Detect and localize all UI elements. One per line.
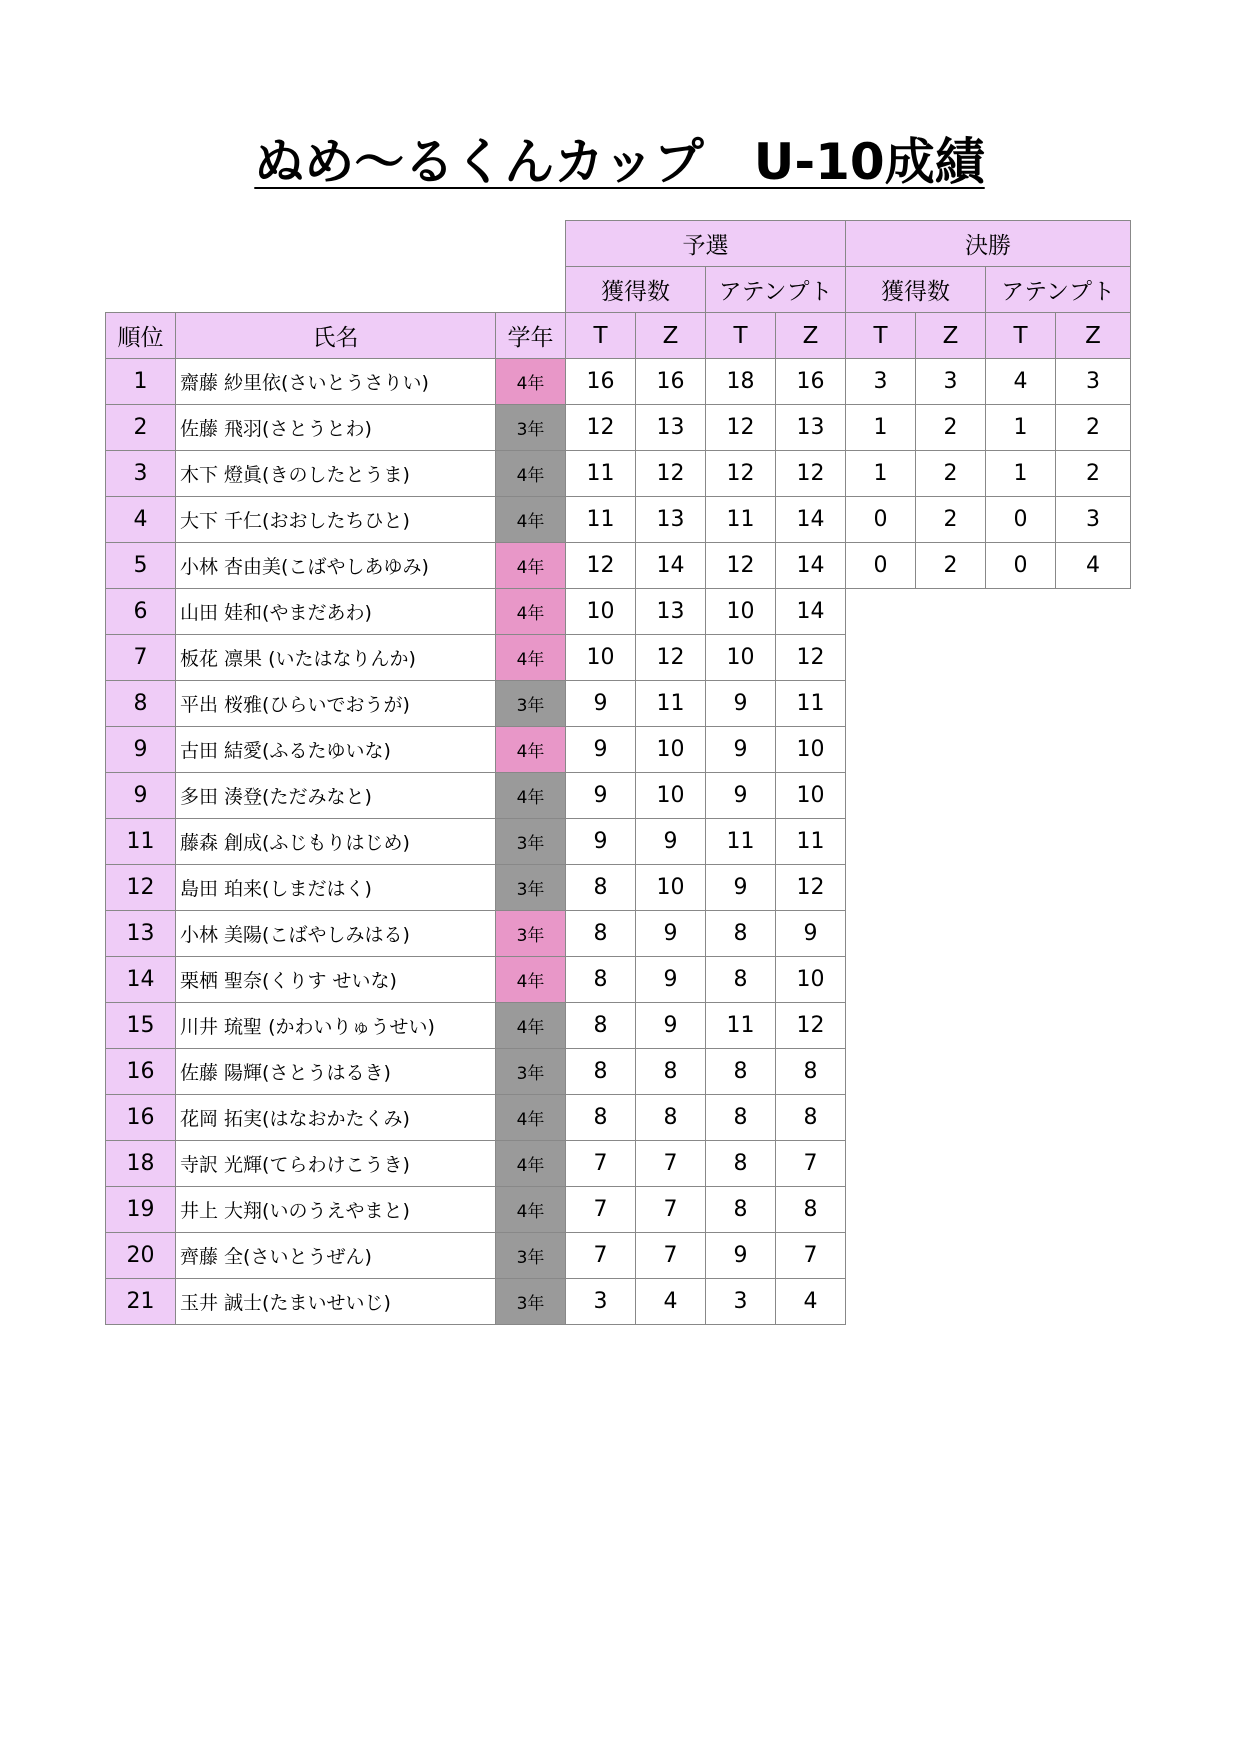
header-pre-acquired-z: Z bbox=[636, 313, 706, 359]
rank-cell: 14 bbox=[106, 957, 176, 1003]
grade-cell: 3年 bbox=[496, 681, 566, 727]
table-row bbox=[106, 405, 1131, 451]
preliminary-score-cell: 10 bbox=[566, 635, 636, 681]
final-blank bbox=[846, 911, 1131, 957]
preliminary-score-cell: 8 bbox=[706, 1187, 776, 1233]
preliminary-score-cell: 12 bbox=[776, 635, 846, 681]
preliminary-score-cell: 18 bbox=[706, 359, 776, 405]
preliminary-score-cell: 14 bbox=[776, 497, 846, 543]
table-row bbox=[106, 1095, 1131, 1141]
table-row bbox=[106, 589, 1131, 635]
final-blank bbox=[846, 1095, 1131, 1141]
final-score-cell: 0 bbox=[986, 497, 1056, 543]
preliminary-score-cell: 8 bbox=[706, 957, 776, 1003]
header-pre-attempt-z: Z bbox=[776, 313, 846, 359]
grade-cell: 4年 bbox=[496, 1095, 566, 1141]
preliminary-score-cell: 9 bbox=[776, 911, 846, 957]
grade-cell: 3年 bbox=[496, 1049, 566, 1095]
final-score-cell: 4 bbox=[1056, 543, 1131, 589]
preliminary-score-cell: 10 bbox=[706, 635, 776, 681]
table-row bbox=[106, 543, 1131, 589]
header-blank bbox=[106, 267, 566, 313]
preliminary-score-cell: 9 bbox=[566, 773, 636, 819]
preliminary-score-cell: 16 bbox=[566, 359, 636, 405]
header-preliminary: 予選 bbox=[566, 221, 846, 267]
header-pre-acquired-t: T bbox=[566, 313, 636, 359]
table-row bbox=[106, 359, 1131, 405]
table-row bbox=[106, 1233, 1131, 1279]
final-score-cell: 2 bbox=[1056, 451, 1131, 497]
preliminary-score-cell: 7 bbox=[776, 1233, 846, 1279]
preliminary-score-cell: 12 bbox=[636, 451, 706, 497]
name-cell: 平出 桜雅(ひらいでおうが) bbox=[176, 681, 496, 727]
grade-cell: 4年 bbox=[496, 543, 566, 589]
preliminary-score-cell: 9 bbox=[706, 1233, 776, 1279]
grade-cell: 4年 bbox=[496, 359, 566, 405]
preliminary-score-cell: 8 bbox=[566, 911, 636, 957]
final-score-cell: 2 bbox=[916, 543, 986, 589]
grade-cell: 3年 bbox=[496, 1279, 566, 1325]
preliminary-score-cell: 10 bbox=[776, 957, 846, 1003]
preliminary-score-cell: 12 bbox=[776, 865, 846, 911]
preliminary-score-cell: 11 bbox=[706, 497, 776, 543]
final-score-cell: 3 bbox=[1056, 359, 1131, 405]
rank-cell: 16 bbox=[106, 1095, 176, 1141]
preliminary-score-cell: 3 bbox=[706, 1279, 776, 1325]
table-row bbox=[106, 819, 1131, 865]
header-fin-acquired-z: Z bbox=[916, 313, 986, 359]
final-score-cell: 3 bbox=[1056, 497, 1131, 543]
grade-cell: 3年 bbox=[496, 405, 566, 451]
preliminary-score-cell: 7 bbox=[636, 1141, 706, 1187]
name-cell: 花岡 拓実(はなおかたくみ) bbox=[176, 1095, 496, 1141]
grade-cell: 4年 bbox=[496, 957, 566, 1003]
preliminary-score-cell: 4 bbox=[776, 1279, 846, 1325]
header-fin-attempt-z: Z bbox=[1056, 313, 1131, 359]
preliminary-score-cell: 10 bbox=[706, 589, 776, 635]
grade-cell: 4年 bbox=[496, 635, 566, 681]
preliminary-score-cell: 9 bbox=[706, 865, 776, 911]
preliminary-score-cell: 13 bbox=[636, 405, 706, 451]
header-fin-acquired: 獲得数 bbox=[846, 267, 986, 313]
preliminary-score-cell: 7 bbox=[636, 1187, 706, 1233]
header-pre-acquired: 獲得数 bbox=[566, 267, 706, 313]
preliminary-score-cell: 9 bbox=[566, 681, 636, 727]
table-row bbox=[106, 1003, 1131, 1049]
name-cell: 古田 結愛(ふるたゆいな) bbox=[176, 727, 496, 773]
preliminary-score-cell: 8 bbox=[636, 1095, 706, 1141]
name-cell: 齋藤 紗里依(さいとうさりい) bbox=[176, 359, 496, 405]
final-blank bbox=[846, 1003, 1131, 1049]
header-pre-attempt: アテンプト bbox=[706, 267, 846, 313]
preliminary-score-cell: 12 bbox=[776, 451, 846, 497]
final-score-cell: 2 bbox=[1056, 405, 1131, 451]
preliminary-score-cell: 16 bbox=[636, 359, 706, 405]
final-blank bbox=[846, 865, 1131, 911]
preliminary-score-cell: 12 bbox=[706, 405, 776, 451]
preliminary-score-cell: 12 bbox=[566, 405, 636, 451]
preliminary-score-cell: 10 bbox=[636, 773, 706, 819]
preliminary-score-cell: 14 bbox=[636, 543, 706, 589]
final-blank bbox=[846, 1187, 1131, 1233]
header-row-columns bbox=[106, 313, 1131, 359]
preliminary-score-cell: 12 bbox=[706, 451, 776, 497]
preliminary-score-cell: 8 bbox=[706, 1141, 776, 1187]
final-score-cell: 1 bbox=[846, 451, 916, 497]
rank-cell: 18 bbox=[106, 1141, 176, 1187]
preliminary-score-cell: 10 bbox=[636, 865, 706, 911]
preliminary-score-cell: 11 bbox=[566, 451, 636, 497]
final-blank bbox=[846, 957, 1131, 1003]
results-body bbox=[106, 359, 1131, 1325]
preliminary-score-cell: 11 bbox=[706, 1003, 776, 1049]
name-cell: 栗栖 聖奈(くりす せいな) bbox=[176, 957, 496, 1003]
final-score-cell: 1 bbox=[986, 451, 1056, 497]
rank-cell: 2 bbox=[106, 405, 176, 451]
preliminary-score-cell: 7 bbox=[566, 1141, 636, 1187]
final-score-cell: 2 bbox=[916, 451, 986, 497]
final-blank bbox=[846, 1141, 1131, 1187]
name-cell: 玉井 誠士(たまいせいじ) bbox=[176, 1279, 496, 1325]
grade-cell: 4年 bbox=[496, 773, 566, 819]
grade-cell: 4年 bbox=[496, 1003, 566, 1049]
final-blank bbox=[846, 1233, 1131, 1279]
final-blank bbox=[846, 1279, 1131, 1325]
grade-cell: 3年 bbox=[496, 1233, 566, 1279]
preliminary-score-cell: 12 bbox=[706, 543, 776, 589]
name-cell: 藤森 創成(ふじもりはじめ) bbox=[176, 819, 496, 865]
preliminary-score-cell: 12 bbox=[636, 635, 706, 681]
preliminary-score-cell: 8 bbox=[566, 1095, 636, 1141]
name-cell: 木下 燈眞(きのしたとうま) bbox=[176, 451, 496, 497]
final-blank bbox=[846, 773, 1131, 819]
preliminary-score-cell: 9 bbox=[566, 727, 636, 773]
name-cell: 山田 娃和(やまだあわ) bbox=[176, 589, 496, 635]
grade-cell: 4年 bbox=[496, 1141, 566, 1187]
grade-cell: 4年 bbox=[496, 497, 566, 543]
grade-cell: 4年 bbox=[496, 727, 566, 773]
preliminary-score-cell: 8 bbox=[776, 1187, 846, 1233]
header-blank bbox=[106, 221, 566, 267]
preliminary-score-cell: 13 bbox=[636, 589, 706, 635]
preliminary-score-cell: 8 bbox=[776, 1049, 846, 1095]
grade-cell: 4年 bbox=[496, 451, 566, 497]
header-fin-attempt-t: T bbox=[986, 313, 1056, 359]
final-score-cell: 1 bbox=[846, 405, 916, 451]
header-final: 決勝 bbox=[846, 221, 1131, 267]
preliminary-score-cell: 8 bbox=[566, 957, 636, 1003]
rank-cell: 20 bbox=[106, 1233, 176, 1279]
preliminary-score-cell: 10 bbox=[776, 727, 846, 773]
preliminary-score-cell: 9 bbox=[636, 911, 706, 957]
preliminary-score-cell: 11 bbox=[636, 681, 706, 727]
final-blank bbox=[846, 589, 1131, 635]
preliminary-score-cell: 13 bbox=[776, 405, 846, 451]
preliminary-score-cell: 8 bbox=[706, 1049, 776, 1095]
table-row bbox=[106, 497, 1131, 543]
name-cell: 小林 美陽(こばやしみはる) bbox=[176, 911, 496, 957]
preliminary-score-cell: 8 bbox=[706, 911, 776, 957]
header-rank: 順位 bbox=[106, 313, 176, 359]
grade-cell: 4年 bbox=[496, 589, 566, 635]
preliminary-score-cell: 8 bbox=[706, 1095, 776, 1141]
preliminary-score-cell: 7 bbox=[636, 1233, 706, 1279]
name-cell: 齊藤 全(さいとうぜん) bbox=[176, 1233, 496, 1279]
final-score-cell: 0 bbox=[846, 543, 916, 589]
table-row bbox=[106, 1141, 1131, 1187]
final-blank bbox=[846, 819, 1131, 865]
header-row-stage bbox=[106, 221, 1131, 267]
name-cell: 大下 千仁(おおしたちひと) bbox=[176, 497, 496, 543]
final-score-cell: 0 bbox=[846, 497, 916, 543]
grade-cell: 3年 bbox=[496, 865, 566, 911]
preliminary-score-cell: 9 bbox=[636, 819, 706, 865]
page-title-text: ぬめ〜るくんカップ U-10成績 bbox=[254, 133, 985, 191]
preliminary-score-cell: 7 bbox=[776, 1141, 846, 1187]
name-cell: 井上 大翔(いのうえやまと) bbox=[176, 1187, 496, 1233]
rank-cell: 3 bbox=[106, 451, 176, 497]
table-row bbox=[106, 1279, 1131, 1325]
rank-cell: 8 bbox=[106, 681, 176, 727]
preliminary-score-cell: 11 bbox=[776, 819, 846, 865]
final-score-cell: 1 bbox=[986, 405, 1056, 451]
rank-cell: 1 bbox=[106, 359, 176, 405]
results-table bbox=[105, 220, 1131, 1325]
rank-cell: 7 bbox=[106, 635, 176, 681]
preliminary-score-cell: 8 bbox=[776, 1095, 846, 1141]
preliminary-score-cell: 10 bbox=[566, 589, 636, 635]
preliminary-score-cell: 8 bbox=[566, 1003, 636, 1049]
preliminary-score-cell: 11 bbox=[776, 681, 846, 727]
preliminary-score-cell: 9 bbox=[706, 727, 776, 773]
final-score-cell: 2 bbox=[916, 405, 986, 451]
name-cell: 寺訳 光輝(てらわけこうき) bbox=[176, 1141, 496, 1187]
header-pre-attempt-t: T bbox=[706, 313, 776, 359]
table-row bbox=[106, 773, 1131, 819]
name-cell: 佐藤 陽輝(さとうはるき) bbox=[176, 1049, 496, 1095]
table-row bbox=[106, 727, 1131, 773]
final-blank bbox=[846, 635, 1131, 681]
final-blank bbox=[846, 681, 1131, 727]
name-cell: 多田 湊登(ただみなと) bbox=[176, 773, 496, 819]
final-blank bbox=[846, 1049, 1131, 1095]
preliminary-score-cell: 9 bbox=[636, 1003, 706, 1049]
name-cell: 島田 珀来(しまだはく) bbox=[176, 865, 496, 911]
preliminary-score-cell: 8 bbox=[566, 865, 636, 911]
rank-cell: 5 bbox=[106, 543, 176, 589]
preliminary-score-cell: 11 bbox=[706, 819, 776, 865]
page-title bbox=[0, 130, 1239, 194]
rank-cell: 9 bbox=[106, 773, 176, 819]
preliminary-score-cell: 14 bbox=[776, 589, 846, 635]
final-score-cell: 4 bbox=[986, 359, 1056, 405]
header-fin-attempt: アテンプト bbox=[986, 267, 1131, 313]
name-cell: 小林 杏由美(こばやしあゆみ) bbox=[176, 543, 496, 589]
preliminary-score-cell: 9 bbox=[636, 957, 706, 1003]
preliminary-score-cell: 8 bbox=[566, 1049, 636, 1095]
table-row bbox=[106, 451, 1131, 497]
rank-cell: 21 bbox=[106, 1279, 176, 1325]
table-row bbox=[106, 1187, 1131, 1233]
grade-cell: 3年 bbox=[496, 911, 566, 957]
header-name: 氏名 bbox=[176, 313, 496, 359]
table-row bbox=[106, 681, 1131, 727]
final-blank bbox=[846, 727, 1131, 773]
grade-cell: 4年 bbox=[496, 1187, 566, 1233]
preliminary-score-cell: 7 bbox=[566, 1187, 636, 1233]
preliminary-score-cell: 10 bbox=[776, 773, 846, 819]
rank-cell: 16 bbox=[106, 1049, 176, 1095]
table-row bbox=[106, 911, 1131, 957]
table-row bbox=[106, 865, 1131, 911]
preliminary-score-cell: 9 bbox=[706, 773, 776, 819]
grade-cell: 3年 bbox=[496, 819, 566, 865]
final-score-cell: 3 bbox=[916, 359, 986, 405]
final-score-cell: 2 bbox=[916, 497, 986, 543]
preliminary-score-cell: 12 bbox=[566, 543, 636, 589]
final-score-cell: 3 bbox=[846, 359, 916, 405]
rank-cell: 6 bbox=[106, 589, 176, 635]
name-cell: 佐藤 飛羽(さとうとわ) bbox=[176, 405, 496, 451]
header-row-metric bbox=[106, 267, 1131, 313]
table-row bbox=[106, 1049, 1131, 1095]
preliminary-score-cell: 16 bbox=[776, 359, 846, 405]
header-fin-acquired-t: T bbox=[846, 313, 916, 359]
rank-cell: 13 bbox=[106, 911, 176, 957]
preliminary-score-cell: 3 bbox=[566, 1279, 636, 1325]
table-row bbox=[106, 957, 1131, 1003]
preliminary-score-cell: 8 bbox=[636, 1049, 706, 1095]
preliminary-score-cell: 14 bbox=[776, 543, 846, 589]
rank-cell: 11 bbox=[106, 819, 176, 865]
preliminary-score-cell: 9 bbox=[566, 819, 636, 865]
rank-cell: 12 bbox=[106, 865, 176, 911]
preliminary-score-cell: 12 bbox=[776, 1003, 846, 1049]
preliminary-score-cell: 4 bbox=[636, 1279, 706, 1325]
rank-cell: 9 bbox=[106, 727, 176, 773]
preliminary-score-cell: 11 bbox=[566, 497, 636, 543]
rank-cell: 19 bbox=[106, 1187, 176, 1233]
header-grade: 学年 bbox=[496, 313, 566, 359]
preliminary-score-cell: 13 bbox=[636, 497, 706, 543]
preliminary-score-cell: 7 bbox=[566, 1233, 636, 1279]
rank-cell: 4 bbox=[106, 497, 176, 543]
preliminary-score-cell: 10 bbox=[636, 727, 706, 773]
preliminary-score-cell: 9 bbox=[706, 681, 776, 727]
table-row bbox=[106, 635, 1131, 681]
rank-cell: 15 bbox=[106, 1003, 176, 1049]
name-cell: 板花 凛果 (いたはなりんか) bbox=[176, 635, 496, 681]
name-cell: 川井 琉聖 (かわいりゅうせい) bbox=[176, 1003, 496, 1049]
final-score-cell: 0 bbox=[986, 543, 1056, 589]
